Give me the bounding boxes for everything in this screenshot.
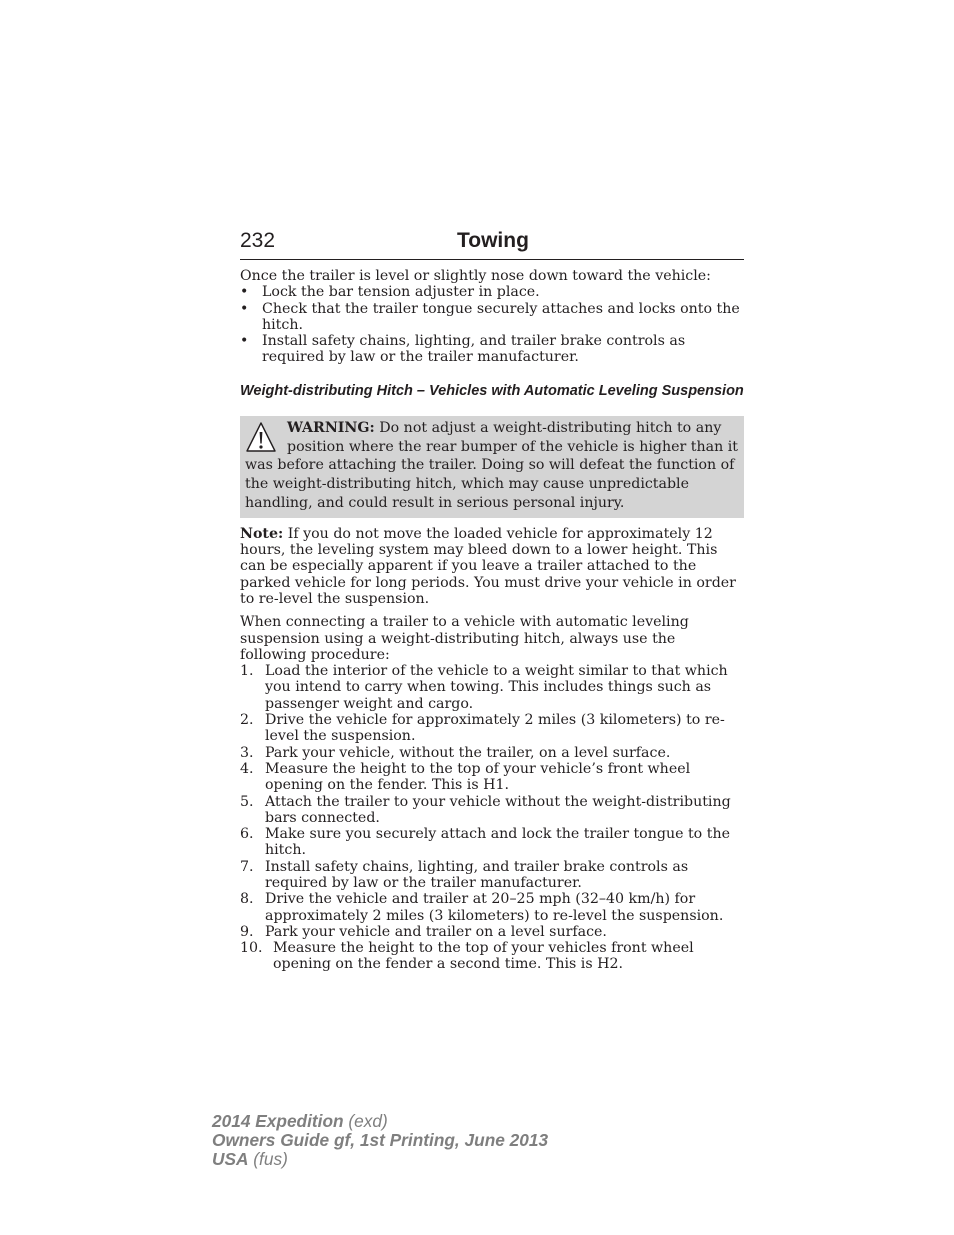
warning-triangle-icon — [245, 421, 277, 455]
warning-text: Do not adjust a weight-distributing hitch to any position where the rear bumper of the vehicle is higher than it was before attaching the trailer. Doing so will defeat the function of the weight-distributing hitch, which may cause unpredictable handling, and could result in serious personal injury. — [245, 419, 738, 511]
step-item — [240, 891, 744, 924]
step-number: 2. — [240, 712, 254, 729]
step-item — [240, 859, 744, 892]
step-item — [240, 794, 744, 827]
footer-model-code: (exd) — [343, 1111, 388, 1131]
step-number: 4. — [240, 760, 254, 777]
document-footer — [212, 1112, 548, 1169]
step-item — [240, 712, 744, 745]
step-text: Install safety chains, lighting, and trailer brake controls as required by law or the trailer manufacturer. — [265, 858, 689, 891]
footer-line-model — [212, 1112, 548, 1131]
step-number: 1. — [240, 663, 254, 680]
step-number: 5. — [240, 793, 254, 810]
step-text: Attach the trailer to your vehicle without the weight-distributing bars connected. — [265, 793, 731, 826]
section-title: Towing — [457, 229, 529, 252]
page-number: 232 — [240, 229, 276, 252]
step-number: 3. — [240, 744, 254, 761]
warning-box — [240, 416, 744, 518]
footer-market: USA — [212, 1149, 249, 1169]
footer-market-code: (fus) — [248, 1149, 288, 1169]
procedure-steps — [240, 663, 744, 973]
step-item — [240, 940, 744, 973]
bullet-item: • Check that the trailer tongue securely attaches and locks onto the hitch. — [240, 301, 744, 334]
step-text: Park your vehicle and trailer on a level surface. — [265, 923, 607, 940]
step-item — [240, 924, 744, 940]
page-header — [240, 228, 744, 260]
step-item — [240, 826, 744, 859]
subheading: Weight-distributing Hitch – Vehicles with Automatic Leveling Suspension — [240, 382, 744, 399]
bullet-list — [240, 284, 744, 365]
note-text: If you do not move the loaded vehicle for approximately 12 hours, the leveling system may bleed down to a lower height. This can be especially apparent if you leave a trailer attached to the parked vehicle for long periods. You must drive your vehicle in order to re-level the suspension. — [240, 525, 736, 607]
step-item — [240, 761, 744, 794]
page-content — [240, 268, 744, 973]
step-number: 6. — [240, 826, 254, 843]
intro-text: Once the trailer is level or slightly nose down toward the vehicle: — [240, 268, 711, 284]
step-text: Load the interior of the vehicle to a weight similar to that which you intend to carry when towing. This includes things such as passenger weight and cargo. — [265, 663, 728, 712]
note-paragraph — [240, 526, 744, 607]
step-number: 10. — [240, 940, 263, 957]
step-item — [240, 663, 744, 712]
step-text: Drive the vehicle and trailer at 20–25 mph (32–40 km/h) for approximately 2 miles (3 kilometers) to re-level the suspension. — [265, 891, 724, 924]
step-item — [240, 745, 744, 761]
step-text: Drive the vehicle for approximately 2 miles (3 kilometers) to re-level the suspension. — [265, 712, 725, 745]
step-text: Park your vehicle, without the trailer, on a level surface. — [265, 744, 671, 761]
step-text: Measure the height to the top of your vehicles front wheel opening on the fender a second time. This is H2. — [273, 940, 694, 973]
step-text: Make sure you securely attach and lock the trailer tongue to the hitch. — [265, 826, 730, 859]
step-number: 8. — [240, 891, 254, 908]
bullet-item: • Lock the bar tension adjuster in place. — [240, 284, 744, 300]
procedure-intro: When connecting a trailer to a vehicle with automatic leveling suspension using a weight-distributing hitch, always use the following procedure: — [240, 614, 689, 663]
bullet-item: • Install safety chains, lighting, and trailer brake controls as required by law or the trailer manufacturer. — [240, 333, 744, 366]
step-text: Measure the height to the top of your vehicle’s front wheel opening on the fender. This is H1. — [265, 760, 691, 794]
step-number: 9. — [240, 923, 254, 940]
note-label: Note: — [240, 525, 284, 542]
footer-line-market — [212, 1150, 548, 1169]
step-number: 7. — [240, 858, 254, 875]
warning-label: WARNING: — [287, 419, 375, 436]
footer-printing: Owners Guide gf, 1st Printing, June 2013 — [212, 1130, 549, 1150]
footer-model: 2014 Expedition — [212, 1111, 344, 1131]
